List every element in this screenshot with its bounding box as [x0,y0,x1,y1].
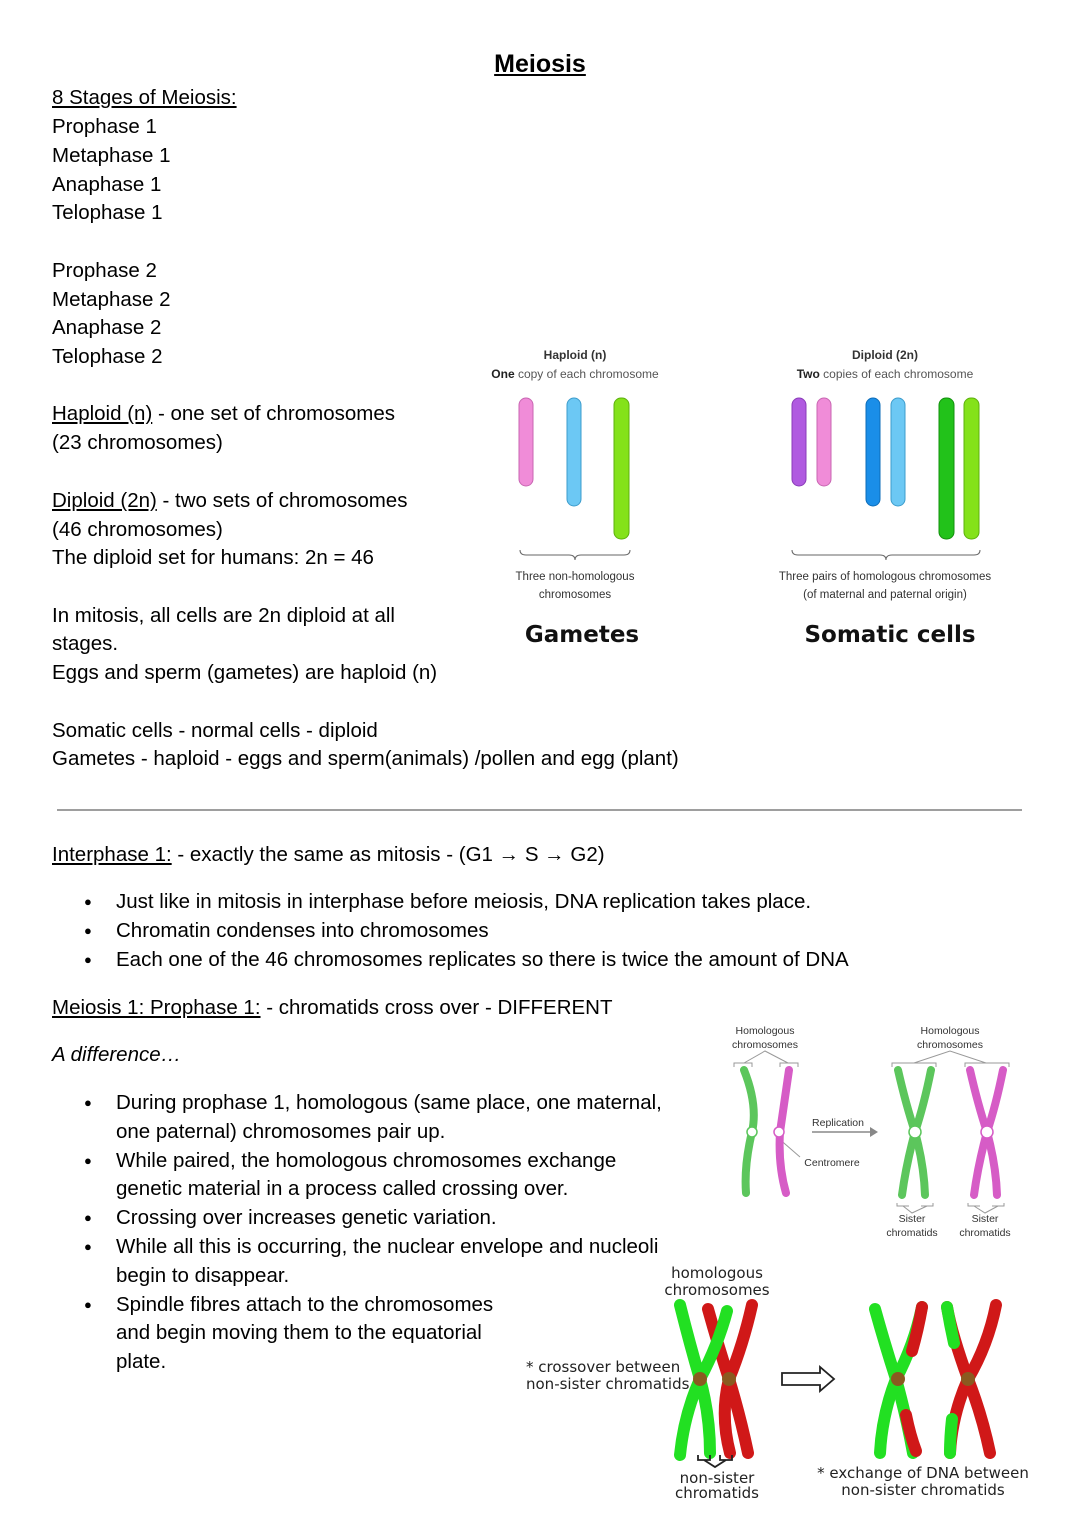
svg-text:Sister: Sister [971,1213,999,1225]
list-item: ● Spindle fibres attach to the chromosomes and begin moving them to the equatorial plate. [84,1291,662,1377]
interphase-heading-line: Interphase 1: - exactly the same as mitosis - (G1 → S → G2) [52,843,605,866]
svg-text:chromosomes: chromosomes [538,589,612,601]
stage-item: Telophase 2 [52,345,163,368]
stage-item: Prophase 2 [52,259,157,282]
list-item: ● During prophase 1, homologous (same place, one maternal, one paternal) chromosomes pair up. [84,1089,662,1147]
svg-text:Homologous: Homologous [735,1025,795,1037]
svg-text:(of maternal and paternal orig: (of maternal and paternal origin) [803,589,967,601]
svg-text:Homologous: Homologous [920,1025,980,1037]
stage-item: Anaphase 2 [52,316,162,339]
svg-text:Three non-homologous: Three non-homologous [515,571,635,583]
haploid-subtitle: One copy of each chromosome [491,367,659,381]
svg-text:chromosomes: chromosomes [664,1281,770,1299]
somatic-cells-label: Somatic cells [804,622,976,648]
interphase-list [84,888,849,974]
diploid-term: Diploid (2n) [52,489,157,512]
svg-text:non-sister chromatids: non-sister chromatids [526,1375,690,1393]
section-divider [57,809,1022,811]
prophase1-heading: Meiosis 1: Prophase 1: [52,996,261,1019]
svg-text:non-sister chromatids: non-sister chromatids [841,1481,1005,1499]
stage-item: Metaphase 1 [52,144,171,167]
somatic-note: Somatic cells - normal cells - diploid [52,719,378,742]
list-item: ● While paired, the homologous chromosomes exchange genetic material in a process called crossing over. [84,1147,662,1205]
replication-figure [720,1015,1040,1245]
svg-text:Sister: Sister [898,1213,926,1225]
haploid-brace [520,550,630,560]
gametes-note: Eggs and sperm (gametes) are haploid (n) [52,661,438,684]
ploidy-figure [480,340,1020,660]
list-item: ● While all this is occurring, the nuclear envelope and nucleoli begin to disappear. [84,1233,662,1291]
diploid-chromosomes [792,398,979,539]
prophase1-note: A difference… [52,1043,182,1066]
chromosome-lime [614,398,629,539]
chromosome-pink [519,398,533,486]
haploid-definition: Haploid (n) - one set of chromosomes [52,402,395,425]
svg-text:chromatids: chromatids [675,1484,759,1502]
haploid-count: (23 chromosomes) [52,431,223,454]
mitosis-note-2: stages. [52,632,119,655]
svg-text:Three pairs of homologous chro: Three pairs of homologous chromosomes [778,571,992,583]
svg-text:Replication: Replication [812,1117,864,1129]
svg-text:chromosomes: chromosomes [732,1039,798,1051]
svg-text:chromatids: chromatids [959,1227,1011,1239]
prophase1-heading-line: Meiosis 1: Prophase 1: - chromatids cross over - DIFFERENT [52,996,613,1019]
stage-item: Metaphase 2 [52,288,171,311]
haploid-title: Haploid (n) [543,348,607,362]
stage-item: Prophase 1 [52,115,157,138]
diploid-definition: Diploid (2n) - two sets of chromosomes [52,489,408,512]
svg-text:* crossover between: * crossover between [526,1358,681,1376]
stage-item: Anaphase 1 [52,173,162,196]
diploid-subtitle: Two copies of each chromosome [796,367,974,381]
haploid-chromosomes [519,398,629,539]
svg-text:chromatids: chromatids [886,1227,938,1239]
mitosis-note-1: In mitosis, all cells are 2n diploid at all [52,604,395,627]
list-item: ● Each one of the 46 chromosomes replicates so there is twice the amount of DNA [84,946,849,975]
stage-item: Telophase 1 [52,201,163,224]
diploid-human: The diploid set for humans: 2n = 46 [52,546,374,569]
haploid-term: Haploid (n) [52,402,153,425]
arrow-icon [782,1367,834,1391]
svg-text:homologous: homologous [671,1264,763,1282]
list-item: ● Crossing over increases genetic variation. [84,1204,662,1233]
gametes-label: Gametes [524,622,640,648]
diploid-title: Diploid (2n) [852,348,918,362]
gametes-definition: Gametes - haploid - eggs and sperm(animals) /pollen and egg (plant) [52,747,679,770]
chromosome-light-blue [567,398,581,506]
diploid-count: (46 chromosomes) [52,518,223,541]
svg-text:Centromere: Centromere [804,1157,860,1169]
svg-text:chromosomes: chromosomes [917,1039,983,1051]
crossover-figure [520,1255,1050,1515]
page-title: Meiosis [494,50,586,78]
list-item: ● Just like in mitosis in interphase before meiosis, DNA replication takes place. [84,888,849,917]
stages-heading: 8 Stages of Meiosis: [52,86,237,109]
svg-text:* exchange of DNA between: * exchange of DNA between [817,1464,1029,1482]
diploid-brace [792,550,980,560]
list-item: ● Chromatin condenses into chromosomes [84,917,849,946]
interphase-heading: Interphase 1: [52,843,172,866]
svg-text:non-sister: non-sister [679,1469,755,1487]
